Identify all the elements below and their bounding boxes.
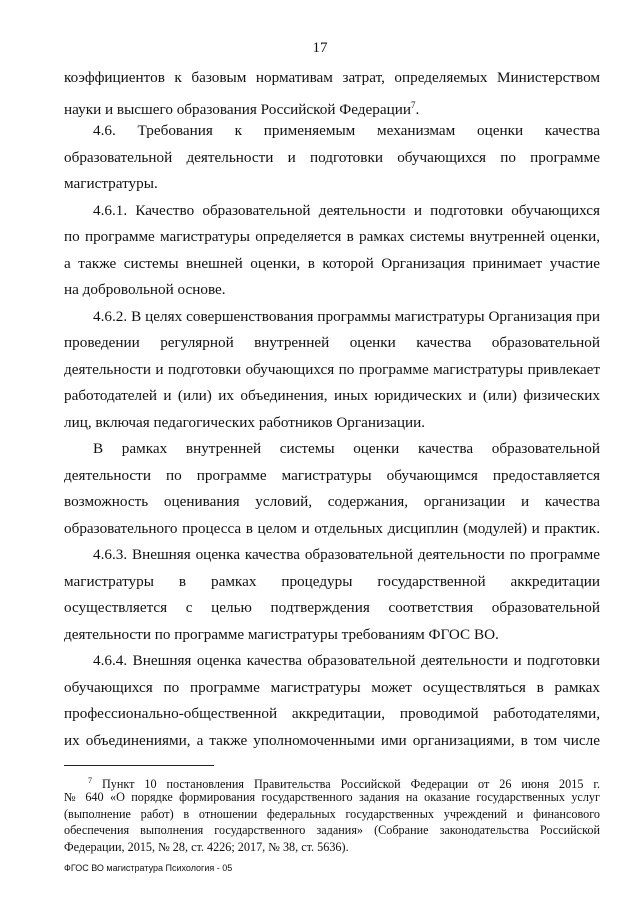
body-line-text: деятельности по программе магистратуры требованиям ФГОС ВО.: [64, 625, 499, 643]
body-line-text: профессионально-общественной аккредитации, проводимой работодателями,: [64, 705, 600, 722]
body-line: [64, 281, 600, 299]
body-line-text: обучающихся по программе магистратуры может осуществляться в рамках: [64, 678, 600, 696]
body-line-text: а также системы внешней оценки, в которой Организация принимает участие: [64, 254, 600, 272]
body-line: [64, 387, 600, 405]
footnote-line: [64, 823, 600, 838]
body-line: [64, 414, 600, 432]
body-line: [93, 122, 600, 140]
body-line: [64, 705, 600, 723]
body-line-text: проведении регулярной внутренней оценки качества образовательной: [64, 334, 600, 351]
body-line-text: осуществляется с целью подтверждения соответствия образовательной: [64, 599, 600, 616]
body-line-text: деятельности и подготовки обучающихся по программе магистратуры привлекает: [64, 360, 600, 378]
footnote-marker: 7: [88, 776, 92, 785]
body-line-text: 4.6.2. В целях совершенствования программы магистратуры Организация при: [93, 307, 600, 325]
body-line-text: магистратуры в рамках процедуры государственной аккредитации: [64, 572, 600, 590]
body-line-text: 4.6.3. Внешняя оценка качества образовательной деятельности по программе: [93, 546, 600, 563]
body-line: [93, 440, 600, 458]
body-line-text: 4.6.4. Внешняя оценка качества образовательной деятельности и подготовки: [93, 652, 600, 669]
body-line-text: по программе магистратуры определяется в рамках системы внутренней оценки,: [64, 228, 600, 245]
body-line: [64, 493, 600, 511]
body-line-text: коэффициентов к базовым нормативам затрат, определяемых Министерством: [64, 69, 600, 86]
body-line: [93, 308, 600, 326]
body-line-text: работодателей и (или) их объединения, иных юридических и (или) физических: [64, 387, 600, 404]
body-line: [64, 679, 600, 697]
body-line: [64, 149, 600, 167]
body-line-text: на добровольной основе.: [64, 281, 226, 298]
body-line-text: магистратуры.: [64, 175, 158, 192]
footnote-text: Пункт 10 постановления Правительства Российской Федерации от 26 июня 2015 г.: [101, 777, 601, 791]
body-line-text: образовательной деятельности и подготовки обучающихся по программе: [64, 148, 600, 166]
body-line: [64, 732, 600, 750]
body-line: [64, 361, 600, 379]
body-line: [64, 175, 600, 193]
body-line: [64, 467, 600, 485]
footnote-line: [64, 790, 600, 805]
footnote-text: обеспечения выполнения государственного задания» (Собрание законодательства Российской: [64, 823, 600, 838]
body-line: [64, 255, 600, 273]
body-line: [93, 652, 600, 670]
body-line: [64, 228, 600, 246]
body-line-text: лиц, включая педагогических работников Организации.: [64, 413, 426, 431]
body-line-text: В рамках внутренней системы оценки качества образовательной: [93, 440, 600, 457]
body-line: [64, 334, 600, 352]
body-line-text: 4.6. Требования к применяемым механизмам оценки качества: [93, 122, 600, 139]
body-line: [64, 96, 600, 119]
body-line: [93, 546, 600, 564]
body-line-text: 4.6.1. Качество образовательной деятельности и подготовки обучающихся: [93, 201, 600, 219]
body-line: [64, 599, 600, 617]
body-line: [64, 626, 600, 644]
footnote-separator: [64, 765, 214, 766]
footnote-text: Федерации, 2015, № 28, ст. 4226; 2017, № 38, ст. 5636).: [64, 840, 349, 855]
footnote-reference[interactable]: 7: [411, 99, 416, 110]
body-line: [64, 520, 600, 538]
footer: ФГОС ВО магистратура Психология - 05: [64, 863, 233, 873]
body-line-text: их объединениями, а также уполномоченными ими организациями, в том числе: [64, 731, 600, 749]
body-line-tail: .: [415, 100, 420, 118]
body-line-text: возможность оценивания условий, содержания, организации и качества: [64, 493, 600, 510]
body-line: [93, 202, 600, 220]
body-line-text: образовательного процесса в целом и отдельных дисциплин (модулей) и практик.: [64, 519, 600, 537]
body-line: [64, 69, 600, 87]
body-line-text: деятельности по программе магистратуры обучающимся предоставляется: [64, 466, 600, 484]
page-number: 17: [312, 40, 328, 56]
footnote-line: [64, 807, 600, 822]
footnote-line: [64, 840, 600, 855]
footnote-text: № 640 «О порядке формирования государственного задания на оказание государственных услуг: [64, 789, 600, 804]
body-line-text: науки и высшего образования Российской Федерации: [64, 100, 411, 118]
footnote-text: (выполнение работ) в отношении федеральных государственных учреждений и финансового: [64, 806, 600, 821]
body-line: [64, 573, 600, 591]
